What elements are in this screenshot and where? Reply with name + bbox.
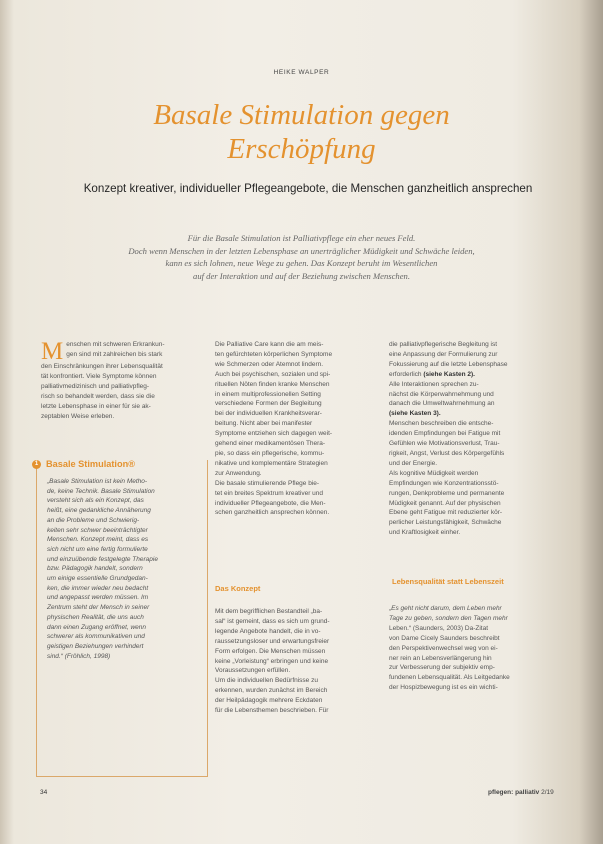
text-line: legende Angebote handelt, die in vo- — [215, 627, 321, 635]
text-line: Ebene geht Fatigue mit reduzierter kör- — [389, 509, 503, 517]
text-line: Mit dem begrifflichen Bestandteil „ba- — [215, 608, 323, 615]
text-line: Leben.“ (Saunders, 2003) Da-Zitat — [389, 624, 488, 632]
text-line: Fokussierung auf die letzte Lebensphase — [389, 360, 508, 368]
quote-line: geistigen Beziehungen verhindert — [47, 642, 144, 650]
text-line: erkennen, wurden zunächst im Bereich — [215, 687, 328, 695]
text-line: keine „Vorleistung“ erbringen und keine — [215, 657, 329, 665]
lead-paragraph — [40, 232, 563, 282]
text-line: und der Energie. — [389, 459, 438, 467]
text-line: zur Verbesserung der subjektiv emp- — [389, 664, 495, 672]
text-line: Tage zu geben, sondern den Tagen mehr — [389, 614, 508, 622]
text-line: pie, so dass ein pflegerische, kommu- — [215, 449, 325, 457]
article-title — [40, 98, 563, 166]
text-line: nächst die Körperwahrnehmung und — [389, 390, 494, 398]
box-number-badge: 1 — [32, 460, 41, 469]
column-3 — [389, 340, 559, 538]
text-line: rituellen Nöten finden kranke Menschen — [215, 380, 330, 388]
quote-line: de, keine Technik. Basale Stimulation — [47, 487, 155, 495]
text-line: sal“ ist gemeint, dass es sich um grund- — [215, 617, 330, 625]
title-line-2: Erschöpfung — [227, 133, 376, 165]
box-reference: (siehe Kasten 2). — [423, 370, 475, 378]
quote-line: dann einen Zugang eröffnet, wenn — [47, 623, 147, 631]
text-line: tät konfrontiert. Viele Symptome können — [41, 372, 157, 380]
section-heading-konzept: Das Konzept — [215, 584, 261, 593]
drop-cap: M — [41, 338, 64, 365]
author-name: HEIKE WALPER — [273, 69, 330, 76]
text-line: verschiedene Formen der Begleitung — [215, 400, 322, 408]
text-line: perlicher Leistungsfähigkeit, Schwäche — [389, 519, 502, 527]
quote-line: Zentrum steht der Mensch in seiner — [47, 604, 150, 612]
text-line: Symptome entziehen sich dagegen weit- — [215, 430, 333, 438]
text-line: idenden Empfindungen bei Fatigue mit — [389, 430, 501, 438]
text-line-with-ref — [389, 370, 559, 380]
lead-line: kann es sich lohnen, neue Wege zu gehen. Das Konzept beruht im Wesentlichen — [165, 258, 438, 268]
quote-line: „Basale Stimulation ist kein Metho- — [47, 478, 148, 485]
text-line: zeptablen Weise erleben. — [41, 412, 115, 420]
journal-footer — [488, 789, 554, 796]
text-line: den Einschränkungen ihrer Lebensqualität — [41, 363, 163, 370]
column-1-intro — [41, 340, 206, 421]
text-line: Die Palliative Care kann die am meis- — [215, 341, 324, 348]
text-line: Form erfolgen. Die Menschen müssen — [215, 647, 326, 655]
text-line: Voraussetzungen erfüllen. — [215, 667, 291, 675]
quote-line: ken, die immer wieder neu bedacht — [47, 584, 149, 592]
quote-line: physischen Realität, die uns auch — [47, 613, 144, 621]
text-line: Die basale stimulierende Pflege bie- — [215, 479, 320, 487]
lead-line: Für die Basale Stimulation ist Palliativpflege ein eher neues Feld. — [187, 233, 416, 243]
text-line: rungen, Denkprobleme und permanente — [389, 489, 505, 497]
text-line: ner rein an Lebensverlängerung hin — [389, 654, 492, 662]
quote-line: schwerer als kommunikativen und — [47, 633, 145, 641]
text-line: risch so behandelt werden, dass sie die — [41, 392, 155, 400]
text-line: Als kognitive Müdigkeit werden — [389, 469, 479, 477]
text-line: den Perspektivenwechsel weg von ei- — [389, 644, 498, 652]
column-2 — [215, 340, 385, 518]
text-line: Empfindungen wie Konzentrationsstö- — [389, 479, 499, 487]
quote-line: sind.“ (Fröhlich, 1998) — [47, 652, 111, 660]
text-line: „Es geht nicht darum, dem Leben mehr — [389, 605, 502, 612]
text-line: zur Anwendung. — [215, 469, 262, 477]
text-line: die palliativpflegerische Begleitung ist — [389, 341, 498, 348]
quote-line: versteht sich als ein Konzept, das — [47, 497, 144, 505]
quote-line: sich nicht um eine fertig formulierte — [47, 545, 148, 553]
text-line: raussetzungsloser und erwartungsfreier — [215, 637, 330, 645]
quote-line: heißt, eine gedankliche Annäherung — [47, 507, 151, 515]
text-line: Um die individuellen Bedürfnisse zu — [215, 677, 318, 685]
text-line: danach die Umweltwahrnehmung an — [389, 400, 495, 408]
text-line: eine Anpassung der Formulierung zur — [389, 350, 498, 358]
text-line: von Dame Cicely Saunders beschreibt — [389, 634, 500, 642]
text-line: palliativmedizinisch und palliativpfleg- — [41, 382, 150, 390]
lead-line: Doch wenn Menschen in der letzten Lebensphase an unerträglicher Müdigkeit und Schwäche leiden, — [128, 245, 475, 256]
journal-issue: 2/19 — [541, 789, 554, 796]
page-number: 34 — [40, 789, 48, 796]
text-line: nikative und komplementäre Strategien — [215, 459, 328, 467]
title-line-1: Basale Stimulation gegen — [153, 99, 450, 131]
journal-name: pflegen: palliativ — [488, 789, 540, 796]
text-line: bei der individuellen Krankheitsverar- — [215, 410, 322, 418]
text-line: der Heilpädagogik mehrere Eckdaten — [215, 697, 323, 705]
text-line: in einem multiprofessionellen Setting — [215, 390, 321, 398]
quote-line: um einige essentielle Grundgedan- — [47, 575, 148, 583]
section-heading-lebensqualitaet: Lebensqualität statt Lebenszeit — [392, 577, 504, 586]
text-line: ten gefürchteten körperlichen Symptome — [215, 350, 333, 358]
quote-line: keiten sehr schwer beeinträchtigter — [47, 526, 148, 534]
column-3-section — [389, 604, 559, 693]
quote-line: Menschen. Konzept meint, dass es — [47, 536, 149, 544]
text-line: der Hospizbewegung ist es ein wichti- — [389, 684, 498, 692]
text-line: wie Schmerzen oder Atemnot lindern. — [215, 360, 324, 368]
article-subtitle: Konzept kreativer, individueller Pflegeangebote, die Menschen ganzheitlich ansprechen — [83, 182, 533, 195]
info-box-header — [34, 459, 135, 469]
quote-line: bzw. Pädagogik handelt, sondern — [47, 565, 143, 573]
text-line: Auch bei psychischen, sozialen und spi- — [215, 370, 331, 378]
info-box-quote — [47, 477, 203, 661]
text-line: enschen mit schweren Erkrankun- — [66, 341, 165, 348]
text-line-with-ref — [389, 409, 559, 419]
text-line: Müdigkeit genannt. Auf der physischen — [389, 499, 501, 507]
text-fragment: erforderlich — [389, 370, 422, 378]
text-line: Menschen beschreiben die entsche- — [389, 420, 494, 428]
text-line: für die Lebensthemen beschrieben. Für — [215, 707, 329, 715]
quote-line: und angepasst werden müssen. Im — [47, 594, 149, 602]
text-line: Alle Interaktionen sprechen zu- — [389, 380, 479, 388]
text-line: tet ein breites Spektrum kreativer und — [215, 489, 324, 497]
text-line: und Kraftlosigkeit einher. — [389, 529, 461, 537]
text-line: beitung. Nicht aber bei manifester — [215, 420, 313, 428]
text-line: individueller Pflegeangebote, die Men- — [215, 499, 326, 507]
text-line: rigkeit, Angst, Verlust des Körpergefühls — [389, 449, 505, 457]
text-line: letzte Lebensphase in einer für sie ak- — [41, 402, 151, 410]
column-2-section — [215, 607, 385, 716]
text-line: gen sind mit zahlreichen bis stark — [66, 350, 163, 358]
text-line: Gefühlen wie Motivationsverlust, Trau- — [389, 440, 500, 448]
lead-line: auf der Interaktion und auf der Beziehung zwischen Menschen. — [193, 270, 410, 281]
quote-line: und einzuübende festgelegte Therapie — [47, 555, 158, 563]
text-line: fundenen Lebensqualität. Als Leitgedanke — [389, 674, 510, 682]
info-box-title: Basale Stimulation® — [46, 459, 135, 469]
box-reference: (siehe Kasten 3). — [389, 410, 441, 418]
text-line: gehend einer medikamentösen Thera- — [215, 440, 326, 448]
quote-line: an die Probleme und Schwierig- — [47, 516, 140, 524]
text-line: schen ganzheitlich ansprechen können. — [215, 509, 330, 517]
